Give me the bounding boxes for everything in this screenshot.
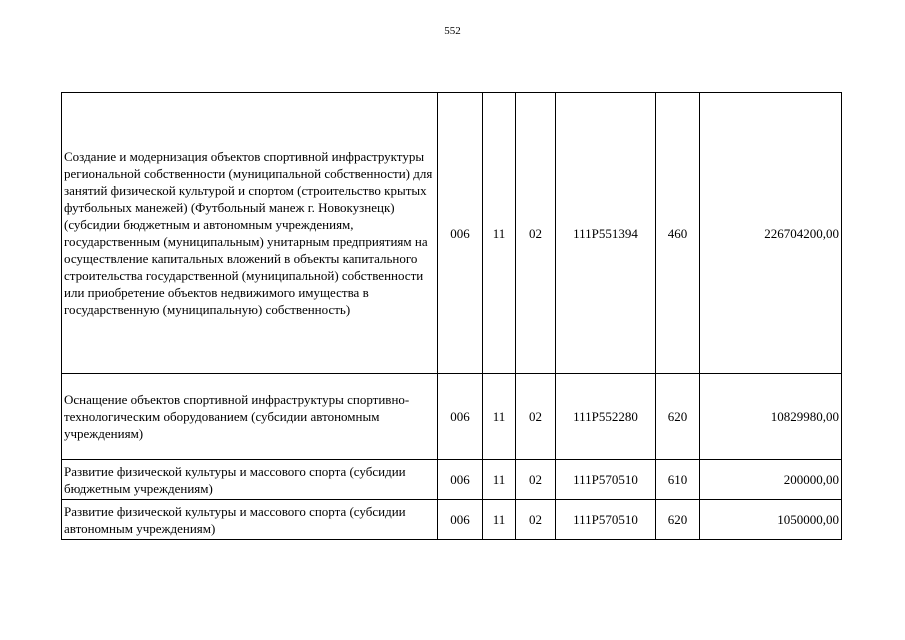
row-grbs-code: 006 bbox=[438, 460, 483, 500]
row-target-article: 111P551394 bbox=[556, 93, 656, 374]
row-amount: 200000,00 bbox=[700, 460, 842, 500]
row-grbs-code: 006 bbox=[438, 93, 483, 374]
table-row bbox=[62, 374, 842, 460]
row-target-article: 111P570510 bbox=[556, 500, 656, 540]
row-subsection-code: 02 bbox=[516, 460, 556, 500]
row-section-code: 11 bbox=[483, 374, 516, 460]
row-section-code: 11 bbox=[483, 93, 516, 374]
row-grbs-code: 006 bbox=[438, 374, 483, 460]
row-subsection-code: 02 bbox=[516, 93, 556, 374]
row-expense-type: 610 bbox=[656, 460, 700, 500]
row-subsection-code: 02 bbox=[516, 374, 556, 460]
row-description: Развитие физической культуры и массового спорта (субсидии бюджетным учреждениям) bbox=[62, 460, 438, 500]
row-section-code: 11 bbox=[483, 500, 516, 540]
row-expense-type: 460 bbox=[656, 93, 700, 374]
row-amount: 226704200,00 bbox=[700, 93, 842, 374]
row-amount: 10829980,00 bbox=[700, 374, 842, 460]
row-target-article: 111P552280 bbox=[556, 374, 656, 460]
table-row bbox=[62, 500, 842, 540]
row-expense-type: 620 bbox=[656, 500, 700, 540]
row-description: Создание и модернизация объектов спортивной инфраструктуры региональной собственности (муниципальной собственности) для занятий физической культурой и спортом (строительство крытых футбольных манежей) (Футбольный манеж г. Новокузнецк) (субсидии бюджетным и автономным учреждениям, государственным (муниципальным) унитарным предприятиям на осуществление капитальных вложений в объекты капитального строительства государственной (муниципальной) собственности или приобретение объектов недвижимого имущества в государственную (муниципальную) собственность) bbox=[62, 93, 438, 374]
table-row bbox=[62, 460, 842, 500]
table-row bbox=[62, 93, 842, 374]
row-expense-type: 620 bbox=[656, 374, 700, 460]
row-amount: 1050000,00 bbox=[700, 500, 842, 540]
row-grbs-code: 006 bbox=[438, 500, 483, 540]
row-section-code: 11 bbox=[483, 460, 516, 500]
row-description: Оснащение объектов спортивной инфраструктуры спортивно-технологическим оборудованием (субсидии автономным учреждениям) bbox=[62, 374, 438, 460]
row-description: Развитие физической культуры и массового спорта (субсидии автономным учреждениям) bbox=[62, 500, 438, 540]
row-target-article: 111P570510 bbox=[556, 460, 656, 500]
page-number: 552 bbox=[444, 25, 461, 37]
row-subsection-code: 02 bbox=[516, 500, 556, 540]
budget-table bbox=[61, 92, 842, 540]
